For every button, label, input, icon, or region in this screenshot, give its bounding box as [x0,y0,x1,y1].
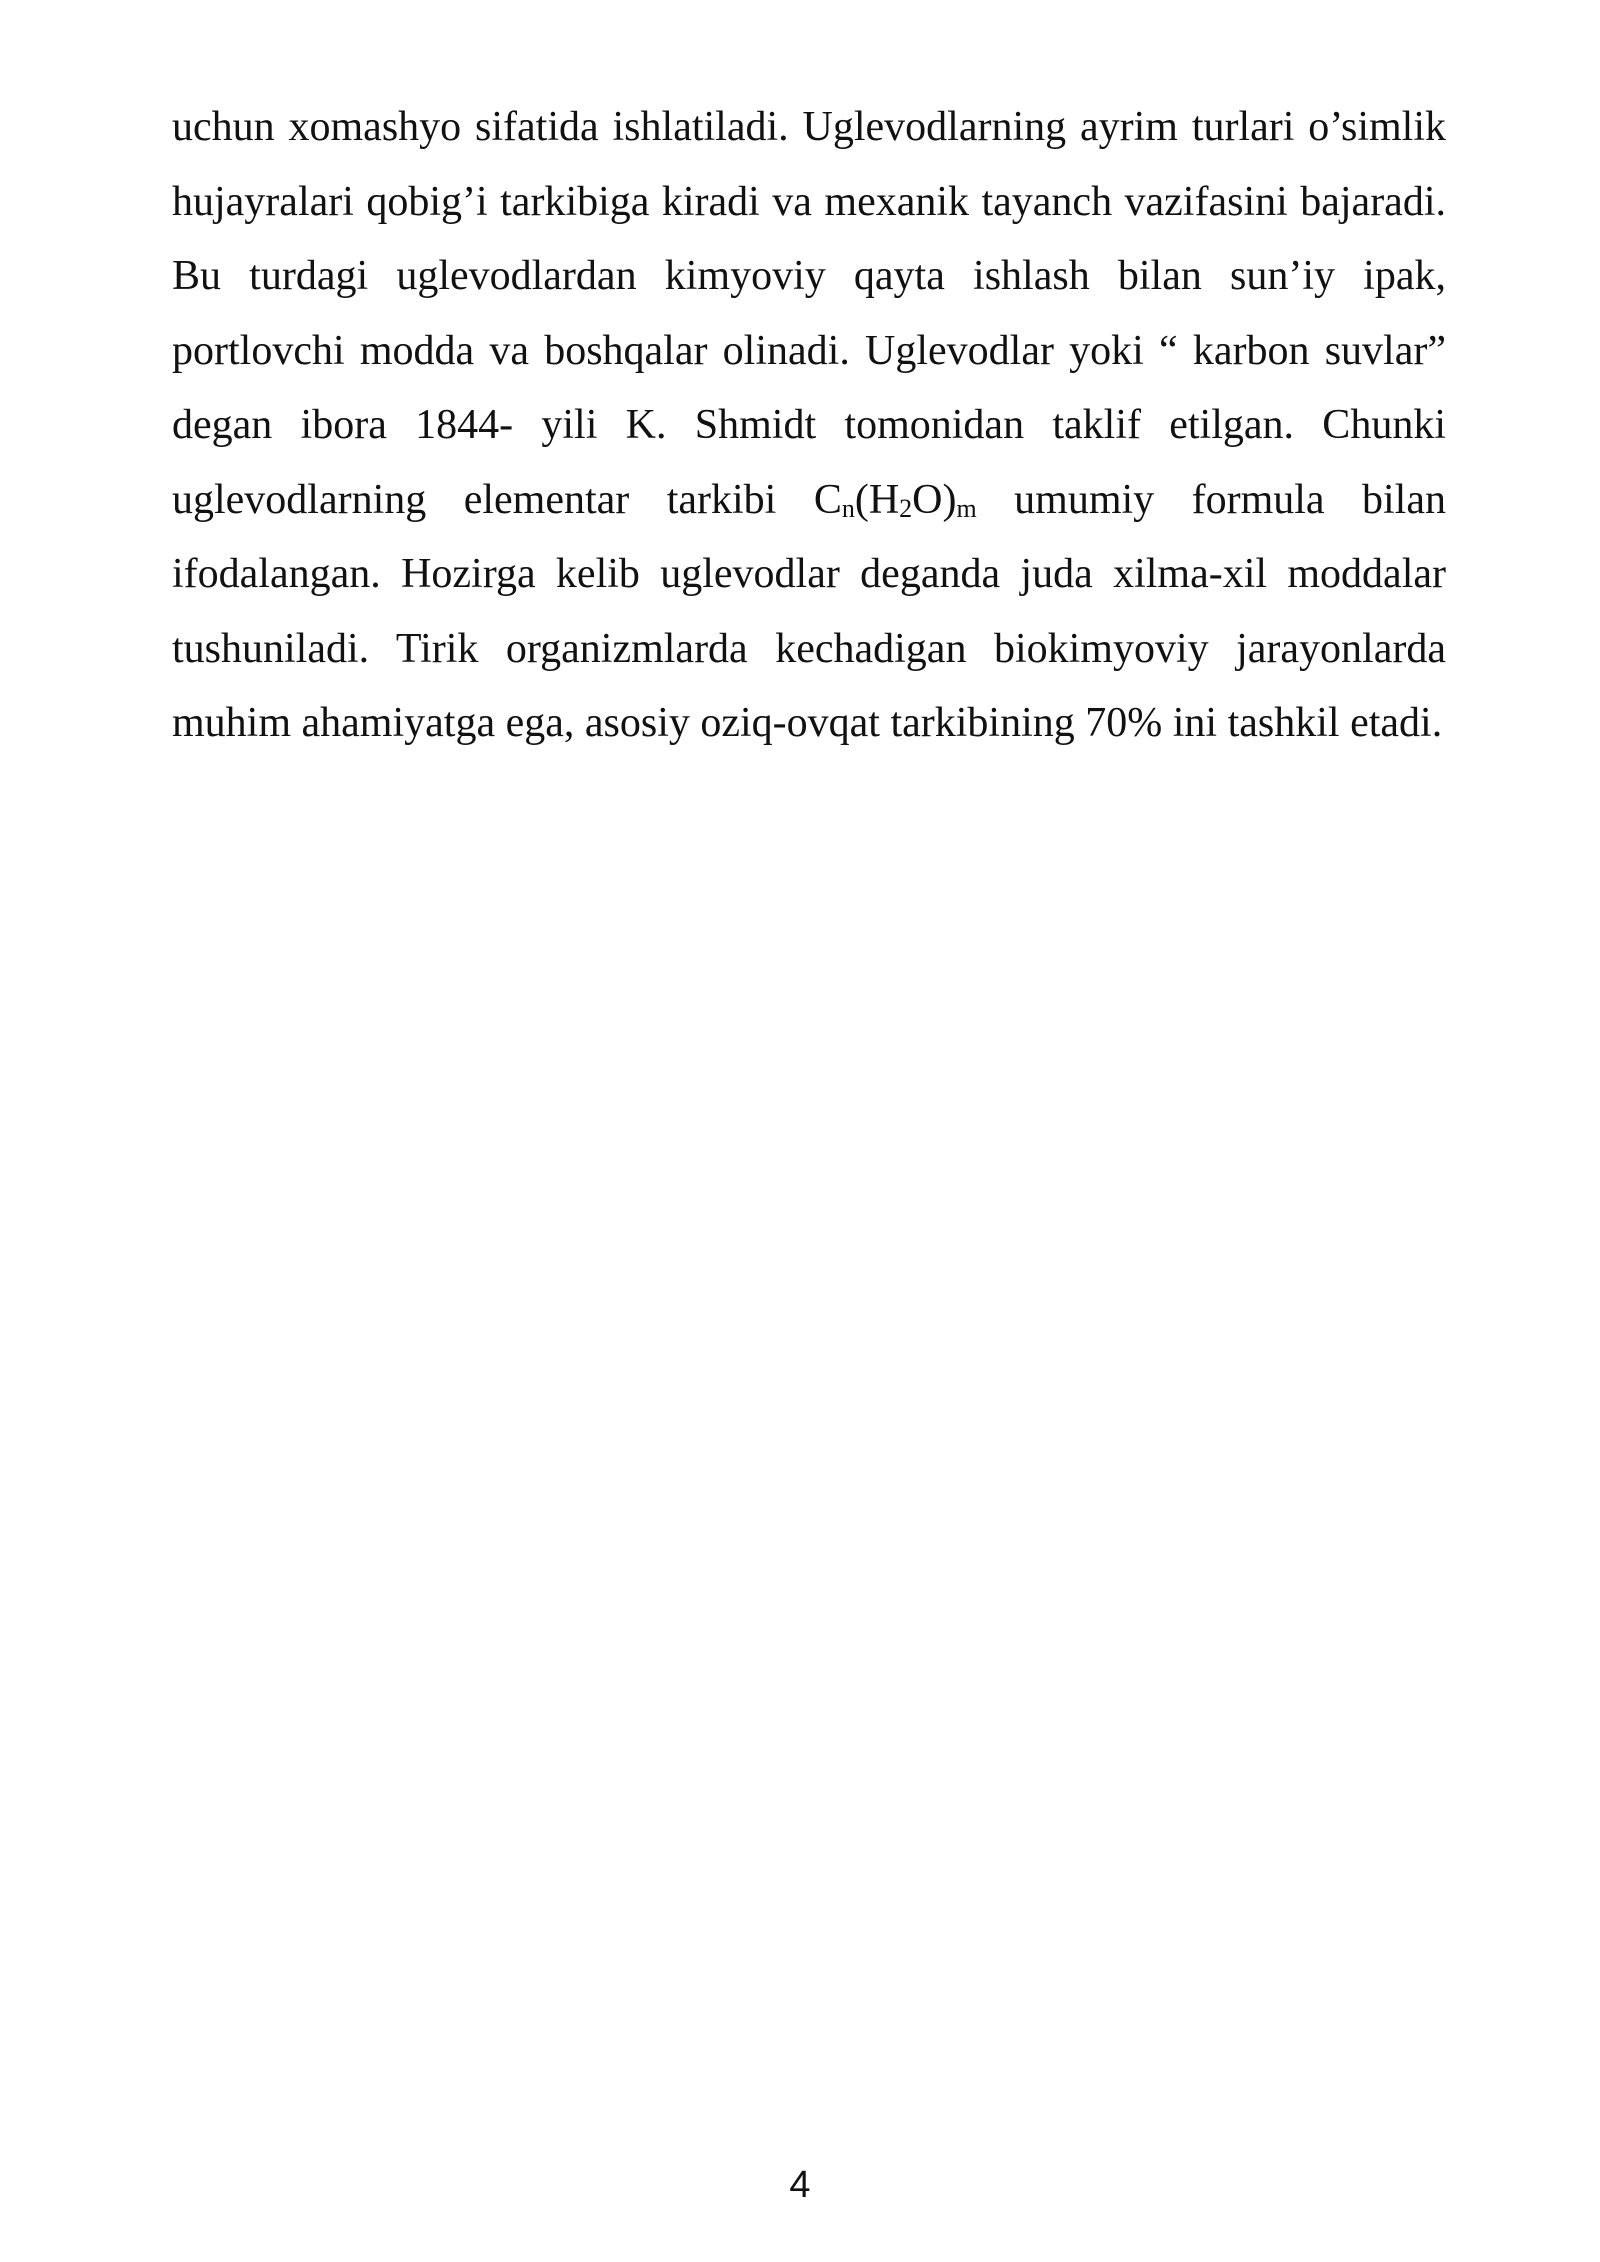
formula-sub-2: 2 [899,493,913,523]
paragraph-text-part1: uchun xomashyo sifatida ishlatiladi. Uglevodlarning ayrim turlari o’simlik hujayralari qobig’i tarkibiga kiradi va mexanik tayanch vazifasini bajaradi. Bu turdagi uglevodlardan kimyoviy qayta ishlash bilan sun’iy ipak, portlovchi modda va boshqalar olinadi. Uglevodlar yoki “ karbon suvlar” degan ibora 1844- yili K. Shmidt tomonidan taklif etilgan. Chunki uglevodlarning elementar tarkibi [172,104,1446,523]
formula-open: (H [854,476,900,523]
formula-sub-n: n [841,493,855,523]
formula-c: C [813,476,842,523]
paragraph-text-part2: umumiy formula bilan ifodalangan. Hozirga kelib uglevodlar deganda juda xilma-xil moddalar tushuniladi. Tirik organizmlarda kechadigan biokimyoviy jarayonlarda muhim ahamiyatga ega, asosiy oziq-ovqat tarkibining 70% ini tashkil etadi. [172,476,1446,746]
formula-close: O) [912,476,957,523]
formula-sub-m: m [956,493,977,523]
page-number: 4 [789,2164,811,2206]
chemical-formula [814,477,977,523]
body-paragraph [172,90,1446,761]
